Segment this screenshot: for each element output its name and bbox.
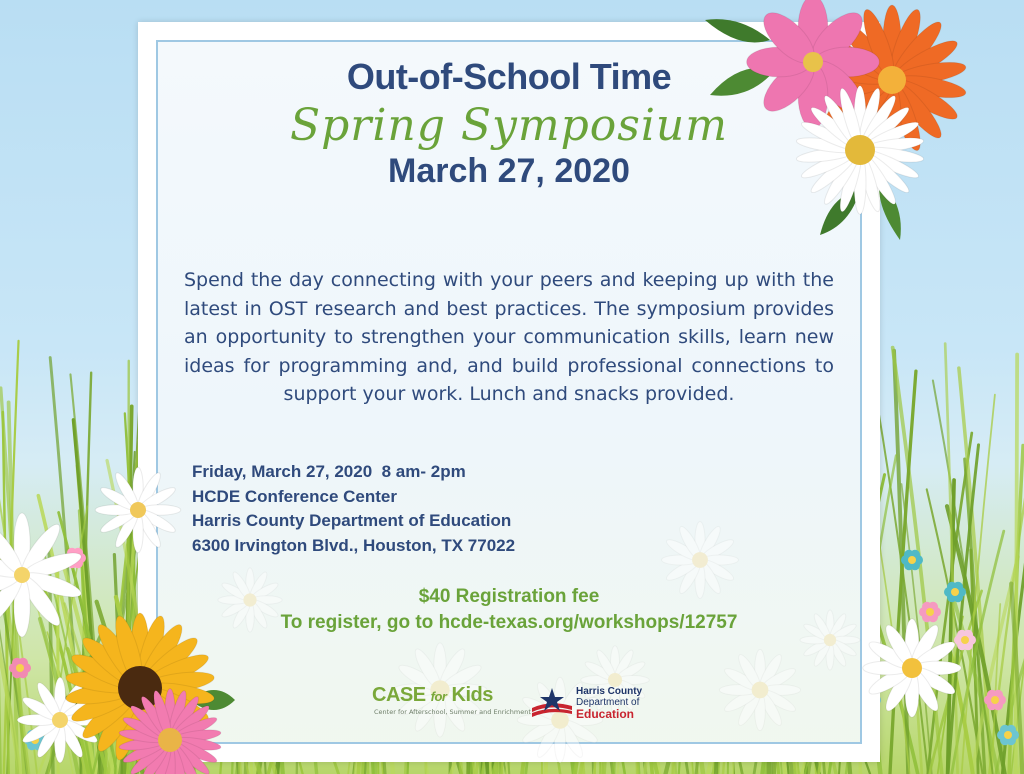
sponsor-logos [372,686,672,722]
hcde-logo-line2: Department of [576,697,640,708]
title-out-of-school-time: Out-of-School Time [346,56,672,97]
star-icon [530,686,574,720]
grass-blade [128,361,129,774]
case-logo-for: for [430,689,447,704]
detail-date-time: Friday, March 27, 2020 8 am- 2pm [192,462,466,481]
detail-venue: HCDE Conference Center [192,486,397,506]
event-details [192,460,515,558]
detail-organization: Harris County Department of Education [192,511,512,530]
hcde-logo [530,686,660,722]
registration-link[interactable]: To register, go to hcde-texas.org/workshops/12757 [280,612,738,633]
title-spring-symposium: Spring Symposium [290,100,728,151]
detail-address: 6300 Irvington Blvd., Houston, TX 77022 [192,535,516,555]
flower-icon [919,602,941,622]
event-description: Spend the day connecting with your peers and keeping up with the latest in OST research and best practices. The symposium provides an opportunity to strengthen your communication skills, learn new ideas for programming and, and build professional connections to support your work. Lunch and snacks provided. [184,269,834,405]
hcde-logo-line3: Education [576,707,635,721]
case-logo-subtitle: Center for Afterschool, Summer and Enrichment [374,708,531,716]
title-date: March 27, 2020 [388,152,630,190]
case-for-kids-logo [372,684,531,720]
case-logo-word: CASE [372,684,426,706]
case-logo-kids: Kids [451,684,493,706]
registration-fee: $40 Registration fee [418,586,600,607]
hcde-logo-line1: Harris County [576,686,643,697]
grass-blade [1016,355,1017,774]
registration-info [156,584,862,636]
